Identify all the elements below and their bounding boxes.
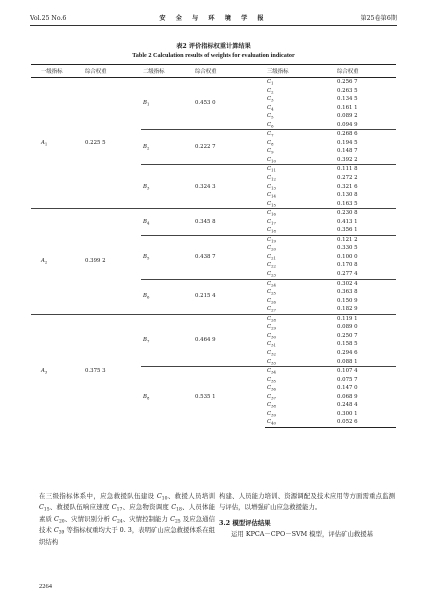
indicator-letter: C bbox=[267, 332, 272, 339]
level3-weight: 0.134 5 bbox=[337, 96, 358, 103]
level3-indicator bbox=[265, 139, 335, 148]
col-header-level3: 三级指标 bbox=[265, 65, 335, 78]
indicator-letter: C bbox=[267, 358, 272, 365]
indicator-letter: C bbox=[267, 324, 272, 331]
running-header bbox=[30, 13, 397, 26]
indicator-subscript: 12 bbox=[271, 176, 276, 182]
level3-indicator bbox=[265, 418, 335, 427]
level3-weight: 0.302 4 bbox=[335, 279, 396, 288]
level3-indicator bbox=[265, 200, 335, 209]
indicator-subscript: 1 bbox=[146, 101, 150, 107]
indicator-subscript: 25 bbox=[271, 290, 276, 296]
indicator-letter: C bbox=[267, 200, 272, 207]
level3-indicator bbox=[265, 288, 335, 297]
level3-indicator bbox=[265, 297, 335, 306]
level3-indicator bbox=[265, 367, 335, 376]
indicator-letter: C bbox=[267, 410, 272, 417]
level3-indicator bbox=[265, 261, 335, 270]
indicator-letter: C bbox=[267, 131, 272, 138]
level3-weight: 0.094 9 bbox=[337, 121, 358, 128]
level3-weight: 0.294 6 bbox=[337, 349, 358, 356]
level3-indicator bbox=[265, 305, 335, 314]
indicator-letter: C bbox=[111, 503, 117, 512]
indicator-subscript: 3 bbox=[271, 97, 274, 103]
indicator-letter: C bbox=[54, 514, 59, 523]
indicator-letter: C bbox=[170, 514, 175, 523]
indicator-subscript: 5 bbox=[146, 255, 150, 261]
text-run: 、应急物资调度 bbox=[122, 503, 172, 512]
text-run: 、人员体能素质 bbox=[39, 503, 216, 523]
level3-indicator bbox=[265, 104, 335, 113]
body-paragraph-start: 运用 KPCA－CPO－SVM 模型，评估矿山救援基 bbox=[231, 530, 374, 539]
indicator-letter: C bbox=[267, 236, 272, 243]
level3-weight: 0.163 5 bbox=[337, 200, 358, 207]
level3-weight: 0.392 2 bbox=[337, 156, 358, 163]
level1-indicator bbox=[31, 78, 83, 209]
level3-weight: 0.111 8 bbox=[335, 165, 396, 174]
indicator-subscript: 16 bbox=[271, 211, 276, 217]
level3-weight: 0.147 0 bbox=[337, 385, 358, 392]
indicator-subscript: 15 bbox=[271, 202, 276, 208]
table-header-row bbox=[31, 65, 396, 78]
indicator-letter: C bbox=[267, 280, 272, 287]
level2-weight: 0.464 9 bbox=[193, 314, 265, 366]
level3-weight: 0.161 1 bbox=[337, 104, 358, 111]
level2-indicator bbox=[141, 235, 193, 279]
level3-weight: 0.075 7 bbox=[337, 376, 358, 383]
level3-weight: 0.363 8 bbox=[337, 289, 358, 296]
level2-weight: 0.345 8 bbox=[193, 209, 265, 236]
indicator-letter: C bbox=[267, 376, 272, 383]
level2-indicator bbox=[141, 165, 193, 209]
level3-weight: 0.170 8 bbox=[337, 262, 358, 269]
level3-weight: 0.150 9 bbox=[337, 297, 358, 304]
level2-indicator bbox=[141, 130, 193, 165]
level3-indicator bbox=[265, 78, 335, 87]
level3-weight: 0.321 6 bbox=[337, 183, 358, 190]
level1-indicator bbox=[31, 209, 83, 315]
indicator-letter: C bbox=[53, 526, 59, 535]
indicator-letter: C bbox=[267, 218, 272, 225]
level2-indicator bbox=[141, 279, 193, 314]
level3-indicator bbox=[265, 244, 335, 253]
level3-indicator bbox=[265, 401, 335, 410]
indicator-letter: B bbox=[143, 337, 147, 344]
indicator-subscript: 24 bbox=[116, 519, 123, 525]
indicator-letter: C bbox=[267, 385, 272, 392]
indicator-letter: C bbox=[267, 341, 272, 348]
level2-indicator bbox=[141, 209, 193, 236]
indicator-letter: C bbox=[267, 349, 272, 356]
indicator-letter: C bbox=[267, 113, 272, 120]
level3-weight: 0.088 1 bbox=[337, 358, 358, 365]
level3-weight: 0.089 2 bbox=[337, 113, 358, 120]
level3-indicator bbox=[265, 340, 335, 349]
level3-indicator bbox=[265, 358, 335, 367]
level3-weight: 0.300 1 bbox=[337, 410, 358, 417]
indicator-letter: C bbox=[267, 315, 272, 322]
indicator-subscript: 2 bbox=[146, 145, 150, 151]
col-header-weight2: 综合权重 bbox=[193, 65, 265, 78]
indicator-letter: C bbox=[267, 306, 272, 313]
indicator-subscript: 3 bbox=[44, 369, 48, 375]
volume-label: Vol.25 No.6 bbox=[30, 15, 67, 22]
indicator-letter: C bbox=[39, 503, 44, 512]
level3-indicator bbox=[265, 235, 335, 244]
text-run: 、灾情控制能力 bbox=[122, 514, 171, 523]
indicator-letter: C bbox=[267, 289, 272, 296]
level3-weight: 0.119 1 bbox=[335, 314, 396, 323]
text-run: 及应急通信技术 bbox=[39, 514, 216, 535]
level3-indicator bbox=[265, 156, 335, 165]
indicator-subscript: 6 bbox=[146, 294, 150, 300]
indicator-letter: A bbox=[41, 139, 45, 146]
level3-indicator bbox=[265, 147, 335, 156]
level3-indicator bbox=[265, 279, 335, 288]
indicator-letter: C bbox=[267, 262, 272, 269]
level3-weight: 0.330 5 bbox=[337, 245, 358, 252]
indicator-subscript: 34 bbox=[271, 369, 276, 375]
indicator-letter: B bbox=[143, 393, 147, 400]
level3-indicator bbox=[265, 393, 335, 402]
section-heading: 3.2 模型评估结果 bbox=[219, 518, 271, 527]
level3-indicator bbox=[265, 332, 335, 341]
level3-indicator bbox=[265, 384, 335, 393]
indicator-subscript: 32 bbox=[271, 351, 276, 357]
indicator-subscript: 11 bbox=[271, 167, 276, 173]
indicator-subscript: 19 bbox=[271, 238, 276, 244]
level3-weight: 0.052 6 bbox=[335, 418, 396, 427]
level3-weight: 0.263 5 bbox=[337, 87, 358, 94]
level3-weight: 0.121 2 bbox=[335, 235, 396, 244]
indicator-subscript: 18 bbox=[271, 228, 276, 234]
indicator-subscript: 3 bbox=[146, 185, 150, 191]
indicator-letter: C bbox=[267, 227, 272, 234]
indicator-subscript: 33 bbox=[271, 360, 276, 365]
level1-weight: 0.399 2 bbox=[83, 209, 141, 315]
indicator-letter: C bbox=[267, 104, 272, 111]
indicator-subscript: 39 bbox=[58, 530, 65, 536]
body-text-right bbox=[219, 491, 395, 541]
level1-indicator bbox=[31, 314, 83, 427]
level3-weight: 0.068 9 bbox=[337, 393, 358, 400]
level3-indicator bbox=[265, 112, 335, 121]
body-paragraph: 构建、人员能力培训、资源调配及技术应用等方面需重点监测与评估，以增强矿山应急救援能力。 bbox=[219, 492, 395, 512]
level3-weight: 0.158 5 bbox=[337, 341, 358, 348]
level3-weight: 0.107 4 bbox=[335, 367, 396, 376]
indicator-letter: C bbox=[267, 271, 272, 278]
indicator-letter: C bbox=[267, 192, 272, 199]
indicator-subscript: 10 bbox=[161, 496, 168, 502]
indicator-subscript: 24 bbox=[271, 282, 276, 288]
level3-weight: 0.089 0 bbox=[337, 324, 358, 331]
indicator-subscript: 23 bbox=[271, 272, 276, 278]
level3-weight: 0.248 4 bbox=[337, 402, 358, 409]
indicator-subscript: 38 bbox=[271, 403, 276, 409]
level2-weight: 0.453 0 bbox=[195, 100, 216, 107]
level3-weight: 0.250 7 bbox=[337, 332, 358, 339]
level2-weight: 0.324 3 bbox=[193, 165, 265, 209]
indicator-subscript: 37 bbox=[271, 395, 276, 401]
level3-indicator bbox=[265, 314, 335, 323]
page-number: 2264 bbox=[39, 583, 52, 590]
indicator-letter: C bbox=[267, 175, 272, 182]
level3-weight: 0.194 5 bbox=[337, 139, 358, 146]
journal-title: 安 全 与 环 境 学 报 bbox=[159, 15, 268, 22]
indicator-letter: B bbox=[143, 144, 147, 151]
indicator-letter: C bbox=[267, 402, 272, 409]
indicator-letter: B bbox=[143, 183, 147, 190]
indicator-subscript: 17 bbox=[116, 507, 123, 513]
level3-indicator bbox=[265, 226, 335, 235]
indicator-letter: C bbox=[267, 87, 272, 94]
level2-weight: 0.215 4 bbox=[193, 279, 265, 314]
indicator-subscript: 25 bbox=[174, 519, 181, 525]
table-row bbox=[31, 314, 396, 323]
level3-weight: 0.413 1 bbox=[337, 218, 358, 225]
level2-indicator bbox=[141, 78, 193, 130]
level3-indicator bbox=[265, 183, 335, 192]
level3-weight: 0.277 4 bbox=[337, 271, 358, 278]
indicator-subscript: 28 bbox=[271, 317, 276, 323]
indicator-letter: C bbox=[267, 419, 272, 426]
indicator-subscript: 2 bbox=[44, 259, 48, 265]
indicator-subscript: 18 bbox=[176, 507, 182, 513]
indicator-letter: C bbox=[267, 121, 272, 128]
indicator-letter: C bbox=[267, 368, 272, 375]
level3-indicator bbox=[265, 376, 335, 385]
indicator-letter: C bbox=[267, 210, 272, 217]
indicator-letter: C bbox=[112, 514, 117, 523]
indicator-subscript: 39 bbox=[271, 412, 276, 418]
level1-weight: 0.225 5 bbox=[85, 139, 106, 146]
indicator-letter: A bbox=[41, 367, 45, 374]
level3-weight: 0.230 8 bbox=[335, 209, 396, 218]
weights-table bbox=[31, 64, 396, 428]
indicator-subscript: 31 bbox=[271, 342, 276, 348]
indicator-subscript: 13 bbox=[271, 185, 276, 191]
indicator-subscript: 9 bbox=[271, 149, 274, 155]
level2-weight: 0.438 7 bbox=[193, 235, 265, 279]
indicator-subscript: 27 bbox=[271, 307, 276, 313]
col-header-weight3: 综合权重 bbox=[335, 65, 396, 78]
indicator-subscript: 1 bbox=[271, 80, 274, 86]
text-run: 、救援队伍响应速度 bbox=[49, 503, 112, 512]
indicator-subscript: 20 bbox=[271, 246, 276, 252]
level3-weight: 0.148 7 bbox=[337, 148, 358, 155]
level3-indicator bbox=[265, 121, 335, 130]
level1-weight: 0.375 3 bbox=[83, 314, 141, 427]
text-run: 、灾情识别分析 bbox=[64, 514, 113, 523]
indicator-subscript: 4 bbox=[271, 106, 274, 112]
indicator-letter: C bbox=[156, 492, 162, 500]
indicator-subscript: 15 bbox=[43, 507, 50, 513]
level3-weight: 0.272 2 bbox=[337, 175, 358, 182]
level3-weight: 0.100 0 bbox=[337, 253, 358, 260]
issue-label: 第25卷第6期 bbox=[360, 15, 397, 22]
level3-weight: 0.356 1 bbox=[337, 227, 358, 234]
level2-weight: 0.222 7 bbox=[193, 130, 265, 165]
table-caption-en: Table 2 Calculation results of weights for evaluation indicator bbox=[132, 52, 295, 59]
level3-weight: 0.256 7 bbox=[337, 79, 358, 85]
level3-indicator bbox=[265, 218, 335, 227]
level3-indicator bbox=[265, 253, 335, 262]
level3-indicator bbox=[265, 191, 335, 200]
indicator-subscript: 5 bbox=[271, 114, 274, 120]
table-row bbox=[31, 209, 396, 218]
indicator-subscript: 29 bbox=[271, 325, 276, 331]
level3-indicator bbox=[265, 270, 335, 279]
level2-indicator bbox=[141, 314, 193, 366]
body-text-left bbox=[39, 491, 215, 548]
indicator-letter: A bbox=[41, 258, 45, 265]
indicator-letter: B bbox=[143, 253, 147, 260]
level3-weight: 0.130 8 bbox=[337, 192, 358, 199]
indicator-subscript: 20 bbox=[58, 519, 65, 525]
level3-indicator bbox=[265, 323, 335, 332]
level3-weight: 0.268 6 bbox=[335, 130, 396, 139]
indicator-subscript: 1 bbox=[44, 141, 48, 147]
indicator-subscript: 21 bbox=[271, 255, 276, 261]
level3-indicator bbox=[265, 95, 335, 104]
indicator-letter: C bbox=[267, 297, 272, 304]
indicator-letter: B bbox=[143, 100, 147, 107]
indicator-subscript: 22 bbox=[271, 263, 276, 269]
indicator-subscript: 8 bbox=[271, 141, 274, 147]
indicator-letter: C bbox=[267, 245, 272, 252]
indicator-subscript: 7 bbox=[271, 132, 274, 138]
col-header-level2: 二级指标 bbox=[141, 65, 193, 78]
indicator-subscript: 26 bbox=[271, 299, 276, 305]
indicator-subscript: 35 bbox=[271, 378, 276, 384]
indicator-letter: C bbox=[267, 166, 272, 173]
indicator-subscript: 17 bbox=[271, 220, 276, 226]
indicator-letter: C bbox=[267, 139, 272, 146]
indicator-subscript: 36 bbox=[271, 386, 276, 392]
indicator-letter: C bbox=[267, 148, 272, 155]
indicator-letter: C bbox=[267, 156, 272, 163]
table-caption-cn: 表2 评价指标权重计算结果 bbox=[176, 43, 251, 50]
indicator-subscript: 7 bbox=[146, 338, 150, 344]
indicator-letter: C bbox=[267, 183, 272, 190]
table-row bbox=[31, 78, 396, 87]
text-run: 等指标权重均大于 0. 3，表明矿山应急救援体系在组织结构 bbox=[39, 526, 215, 546]
level3-indicator bbox=[265, 174, 335, 183]
indicator-letter: B bbox=[143, 218, 147, 225]
level3-indicator bbox=[265, 130, 335, 139]
indicator-letter: C bbox=[267, 253, 272, 260]
col-header-weight1: 综合权重 bbox=[83, 65, 141, 78]
indicator-subscript: 40 bbox=[271, 420, 276, 426]
level3-indicator bbox=[265, 87, 335, 96]
indicator-letter: B bbox=[143, 293, 147, 300]
indicator-subscript: 6 bbox=[271, 123, 274, 129]
text-run: 在三级指标体系中，应急救援队伍建设 bbox=[39, 492, 157, 500]
indicator-letter: C bbox=[267, 393, 272, 400]
level2-weight: 0.535 1 bbox=[193, 367, 265, 428]
level3-indicator bbox=[265, 349, 335, 358]
indicator-letter: C bbox=[171, 503, 177, 512]
col-header-level1: 一级指标 bbox=[31, 65, 83, 78]
indicator-subscript: 2 bbox=[271, 89, 274, 95]
indicator-subscript: 30 bbox=[271, 334, 276, 340]
indicator-subscript: 10 bbox=[271, 158, 276, 164]
indicator-subscript: 4 bbox=[146, 220, 150, 226]
indicator-letter: C bbox=[267, 96, 272, 103]
text-run: 、救援人员培训 bbox=[167, 492, 216, 500]
level3-indicator bbox=[265, 410, 335, 419]
level2-indicator bbox=[141, 367, 193, 428]
level3-weight: 0.182 9 bbox=[337, 306, 358, 313]
indicator-subscript: 14 bbox=[271, 193, 276, 199]
level3-indicator bbox=[265, 165, 335, 174]
indicator-subscript: 8 bbox=[146, 395, 150, 401]
indicator-letter: C bbox=[267, 79, 272, 85]
level3-indicator bbox=[265, 209, 335, 218]
